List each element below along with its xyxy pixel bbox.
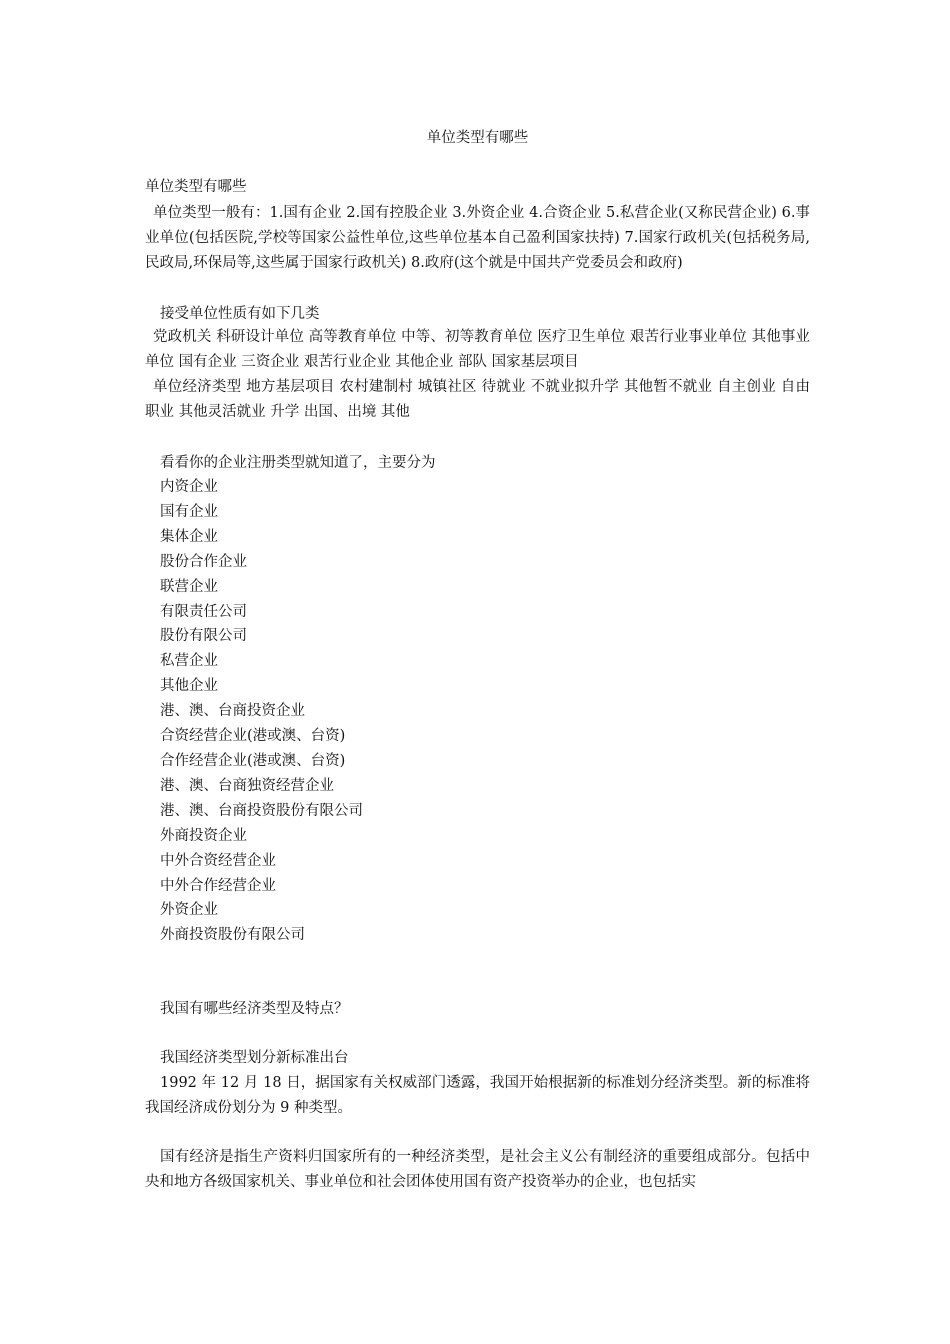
list-item: 联营企业 — [160, 578, 218, 595]
list-item: 其他企业 — [160, 678, 218, 695]
list-item: 港、澳、台商投资股份有限公司 — [160, 802, 363, 819]
list-item: 集体企业 — [160, 528, 218, 545]
receiving-unit-heading: 接受单位性质有如下几类 — [160, 306, 320, 322]
list-item: 股份合作企业 — [160, 553, 247, 570]
section-heading: 单位类型有哪些 — [145, 179, 247, 195]
list-item: 港、澳、台商投资企业 — [160, 703, 305, 720]
list-item: 私营企业 — [160, 653, 218, 670]
state-economy-paragraph: 国有经济是指生产资料归国家所有的一种经济类型，是社会主义公有制经济的重要组成部分。包括中央和地方各级国家机关、事业单位和社会团体使用国有资产投资举办的企业，也包括实 — [145, 1149, 810, 1190]
list-item: 国有企业 — [160, 503, 218, 520]
list-item: 中外合资经营企业 — [160, 852, 276, 869]
unit-types-paragraph: 单位类型一般有：1.国有企业 2.国有控股企业 3.外资企业 4.合资企业 5.私营企业(又称民营企业) 6.事业单位(包括医院,学校等国家公益性单位,这些单位基本自己盈利国家扶持) 7.国家行政机关(包括税务局,民政局,环保局等,这些属于国家行政机关) 8.政府(这个就是中国共产党委员会和政府) — [145, 205, 810, 271]
registration-intro: 看看你的企业注册类型就知道了，主要分为 — [160, 455, 436, 471]
list-item: 有限责任公司 — [160, 603, 247, 620]
document-title: 单位类型有哪些 — [426, 130, 529, 146]
list-item: 内资企业 — [160, 479, 218, 495]
list-item: 外资企业 — [160, 902, 218, 919]
new-standard-heading: 我国经济类型划分新标准出台 — [160, 1050, 349, 1066]
receiving-unit-list: 党政机关 科研设计单位 高等教育单位 中等、初等教育单位 医疗卫生单位 艰苦行业事业单位 其他事业单位 国有企业 三资企业 艰苦行业企业 其他企业 部队 国家基层项目 — [145, 329, 810, 370]
list-item: 中外合作经营企业 — [160, 877, 276, 894]
list-item: 港、澳、台商独资经营企业 — [160, 777, 334, 794]
enterprise-type-list — [160, 475, 363, 948]
economic-type-list: 单位经济类型 地方基层项目 农村建制村 城镇社区 待就业 不就业拟升学 其他暂不就业 自主创业 自由职业 其他灵活就业 升学 出国、出境 其他 — [145, 379, 810, 420]
new-standard-paragraph: 1992 年 12 月 18 日，据国家有关权威部门透露，我国开始根据新的标准划分经济类型。新的标准将我国经济成份划分为 9 种类型。 — [145, 1075, 810, 1116]
economic-types-question: 我国有哪些经济类型及特点？ — [160, 1001, 349, 1017]
list-item: 股份有限公司 — [160, 628, 247, 645]
list-item: 外商投资股份有限公司 — [160, 927, 305, 944]
list-item: 合作经营企业(港或澳、台资) — [160, 752, 346, 769]
list-item: 合资经营企业(港或澳、台资) — [160, 728, 346, 745]
list-item: 外商投资企业 — [160, 827, 247, 844]
